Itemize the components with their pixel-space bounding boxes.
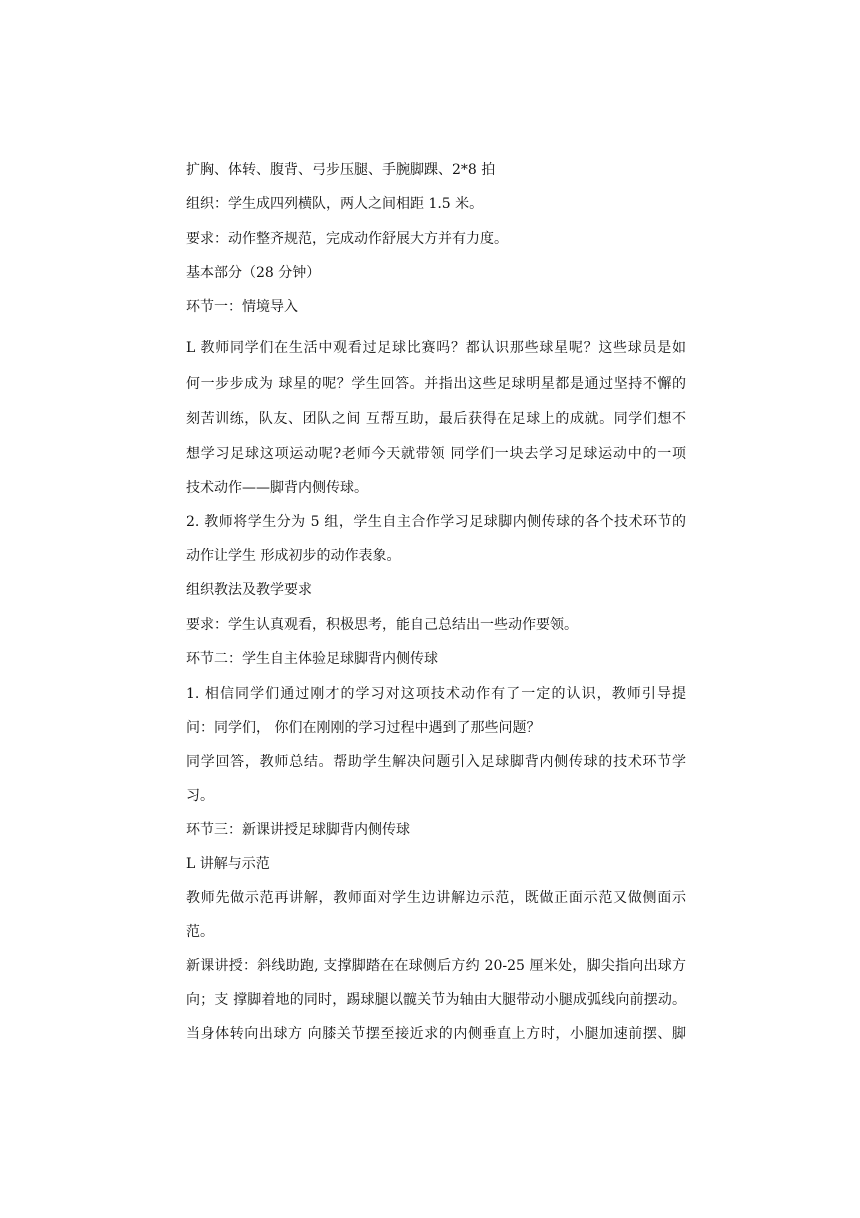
text-line: 2. 教师将学生分为 5 组，学生自主合作学习足球脚内侧传球的各个技术环节的 [186,514,686,530]
text-line: 范。 [186,924,214,940]
section-heading: 基本部分（28 分钟） [186,265,321,281]
section-heading: 组织教法及教学要求 [186,582,312,598]
text-line: 刻苦训练，队友、团队之间 互帮互助，最后获得在足球上的成就。同学们想不 [186,411,686,427]
text-line: 组织：学生成四列横队，两人之间相距 1.5 米。 [186,196,484,212]
text-line: 新课讲授：斜线助跑, 支撑脚踏在在球侧后方约 20-25 厘米处，脚尖指向出球方 [186,958,686,974]
text-line: 要求：学生认真观看，积极思考，能自己总结出一些动作要领。 [186,617,578,633]
section-heading: L 讲解与示范 [186,856,270,872]
text-line: 教师先做示范再讲解，教师面对学生边讲解边示范，既做正面示范又做侧面示 [186,890,686,906]
text-line: 向；支 撑脚着地的同时，踢球腿以髋关节为轴由大腿带动小腿成弧线向前摆动。 [186,992,686,1008]
section-heading: 环节三：新课讲授足球脚背内侧传球 [186,822,410,838]
section-heading: 环节二：学生自主体验足球脚背内侧传球 [186,651,438,667]
text-line: 问：同学们， 你们在刚刚的学习过程中遇到了那些问题？ [186,720,541,736]
text-line: 同学回答，教师总结。帮助学生解决问题引入足球脚背内侧传球的技术环节学 [186,754,686,770]
text-line: 扩胸、体转、腹背、弓步压腿、手腕脚踝、2*8 拍 [186,162,496,178]
text-line: L 教师同学们在生活中观看过足球比赛吗？都认识那些球星呢？这些球员是如 [186,340,686,356]
text-line: 技术动作——脚背内侧传球。 [186,480,368,496]
text-line: 习。 [186,788,214,804]
text-line: 何一步步成为 球星的呢？学生回答。并指出这些足球明星都是通过坚持不懈的 [186,376,686,392]
text-line: 动作让学生 形成初步的动作表象。 [186,548,401,564]
section-heading: 环节一：情境导入 [186,299,298,315]
text-line: 当身体转向出球方 向膝关节摆至接近求的内侧垂直上方时，小腿加速前摆、脚 [186,1026,686,1042]
text-line: 要求：动作整齐规范，完成动作舒展大方并有力度。 [186,231,508,247]
text-line: 想学习足球这项运动呢?老师今天就带领 同学们一块去学习足球运动中的一项 [186,446,686,462]
text-line: 1. 相信同学们通过刚才的学习对这项技术动作有了一定的认识，教师引导提 [186,686,686,702]
